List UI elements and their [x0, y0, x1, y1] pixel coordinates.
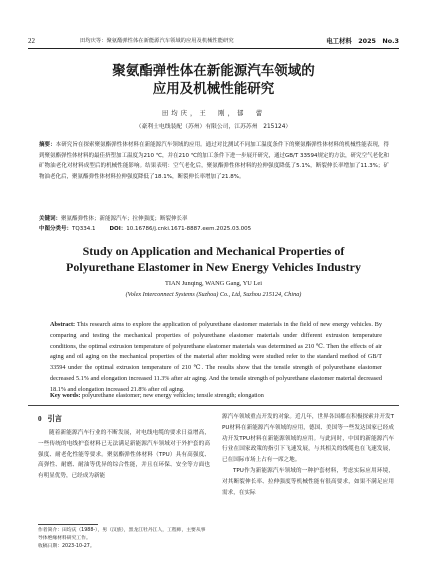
abstract-separator-rule	[28, 405, 399, 406]
chinese-abstract-label: 摘要：	[39, 142, 56, 148]
chinese-abstract-text: 本研究旨在探索聚氨酯弹性体材料在新能源汽车领域的应用。通过对比测试不同加工温度条件下的聚氨酯弹性体材料的机械性能表现，得到聚氨酯弹性体材料的最佳挤塑加工温度为210 ℃，并在210 ℃的加工条件下进一步展开研究，通过GB/T 33594规定的方法，研究空气老化和矿物油老化对材料成型后的机械性能影响。结果表明：空气老化后，聚氨酯弹性体材料的拉伸强度降低了5.1%，断裂伸长率增加了11.3%；矿物油老化后，聚氨酯弹性体材料拉伸强度降低了18.1%，断裂伸长率增加了21.8%。	[39, 142, 389, 180]
english-affiliation: (Volex Interconnect Systems (Suzhou) Co., Ltd, Suzhou 215124, China)	[125, 291, 302, 298]
section-heading	[38, 412, 210, 426]
chinese-keywords-text: 聚氨酯弹性体；新能源汽车；拉伸强度；断裂伸长率	[61, 216, 188, 222]
page-number: 22	[28, 37, 35, 45]
body-column-right	[222, 412, 394, 498]
english-keywords	[50, 391, 382, 401]
body-paragraph: 随着新能源汽车行业的不断发展，对电线电缆的要求日益增高，一些传统的电线护套材料已无法满足新能源汽车领域对于外护套的高强度、耐老化性能等要求。聚氨酯弹性体材料（TPU）具有高强度、高弹性、耐磨、耐油等优异的综合性能，并且在环保、安全等方面也有明显优势，已经成为新能	[38, 430, 210, 480]
received-date: 收稿日期：2023-10-27。	[38, 544, 95, 550]
header-rule	[28, 48, 399, 49]
english-title-line-1: Study on Application and Mechanical Properties of	[82, 244, 345, 258]
english-title-line-2: Polyurethane Elastomer in New Energy Vehicles Industry	[66, 260, 361, 274]
running-title: 田均庆等：聚氨酯弹性体在新能源汽车领域的应用及机械性能研究	[80, 38, 234, 44]
english-keywords-text: polyurethane elastomer; new energy vehicles; tensile strength; elongation	[81, 392, 264, 399]
body-paragraph: 源汽车领域重点开发的对象。近几年，世界各国都在积极探索并开发TPU材料在新能源汽车领域的应用，德国、美国等一些发达国家已经成功开发TPU材料在新能源领域的应用。与此同时，中国的新能源汽车行业在国家政策的指引下飞速发展，与其相关的线缆也在飞速发展，已在国际市场上占有一席之地。	[222, 414, 394, 464]
english-abstract-label: Abstract:	[50, 321, 76, 328]
english-keywords-label: Key words:	[50, 392, 81, 399]
doi-value: 10.16786/j.cnki.1671-8887.eem.2025.03.005	[126, 226, 252, 232]
journal-name: 电工材料 2025 No.3	[326, 37, 399, 45]
chinese-keywords	[39, 215, 389, 224]
section-title: 引言	[47, 414, 62, 423]
doi-label: DOI：	[109, 226, 127, 232]
footnote-rule	[38, 524, 98, 525]
author-bio: 作者简介：田均庆（1988-），男（汉族），黑龙江牡丹江人，工程师，主要从事导体绝缘材料研究工作。	[38, 528, 206, 542]
body-paragraph: TPU作为新能源汽车领域的一种护套材料，考虑实际应用环境，对其断裂伸长率、拉伸强度等机械性能有很高要求，如果不满足应用需求，在实际	[222, 467, 394, 496]
chinese-title-line-2: 应用及机械性能研究	[152, 81, 275, 97]
english-authors: TIAN Junqing, WANG Gang, YU Lei	[164, 280, 263, 287]
chinese-abstract	[39, 140, 389, 182]
footnote	[38, 527, 210, 552]
chinese-keywords-label: 关键词：	[39, 216, 62, 222]
class-number: TQ334.1	[72, 226, 96, 232]
chinese-title-line-1: 聚氨酯弹性体在新能源汽车领域的	[112, 63, 315, 79]
class-label: 中图分类号：	[39, 226, 73, 232]
chinese-authors: 田均庆，王 刚，郁 蕾	[161, 109, 266, 117]
body-column-left	[38, 412, 210, 482]
chinese-affiliation: （豪利士电线装配（苏州）有限公司，江苏苏州 215124）	[135, 124, 292, 130]
english-abstract	[50, 320, 382, 396]
classification-line	[39, 225, 389, 234]
section-number: 0	[38, 415, 42, 423]
running-header	[28, 35, 399, 47]
english-abstract-text: This research aims to explore the application of polyurethane elastomer materials in the field of new energy vehicles. By comparing and testing the mechanical properties of polyurethane elastomer materials under different extrusion temperature conditions, the optimal extrusion temperature of polyurethane elastomer materials was determined as 210 ℃. Then the effects of air aging and oil aging on the mechanical properties of the material after molding were studied refer to the standard method of GB/T 33594 under the optimal extrusion temperature of 210 ℃. The results show that the tensile strength of polyurethane elastomer decreased 5.1% and elongation increased 11.3% after air aging. And the tensile strength of polyurethane elastomer material decreased 18.1% and elongation increased 21.8% after oil aging.	[50, 321, 382, 393]
